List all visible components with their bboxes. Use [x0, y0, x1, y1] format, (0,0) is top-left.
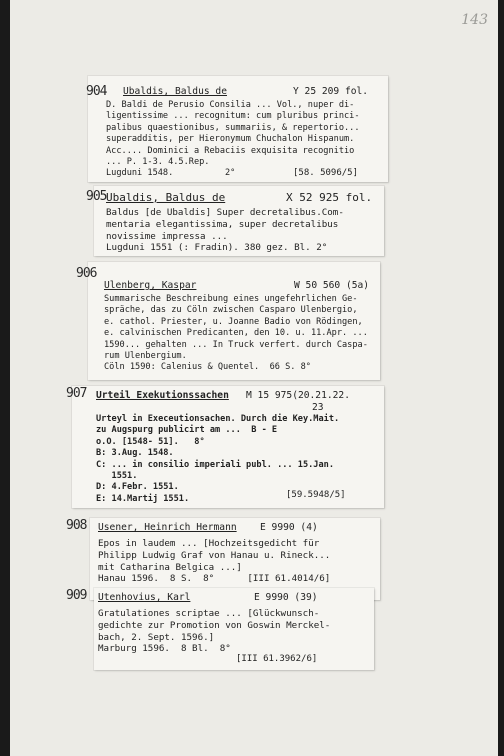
entry-heading: Usener, Heinrich Hermann	[98, 522, 237, 533]
entry-shelfmark: M 15 975(20.21.22.	[246, 390, 350, 401]
page-number: 143	[461, 12, 488, 28]
entry-heading: Urteil Exekutionssachen	[96, 390, 229, 401]
entry-shelfmark: W 50 560 (5a)	[294, 280, 370, 291]
catalog-page	[10, 0, 498, 756]
entry-number: 909	[66, 588, 87, 603]
entry-description: Epos in laudem ... [Hochzeitsgedicht für Philipp Ludwig Graf von Hanau u. Rineck... mit Catharina Belgica ...] Hanau 1596. 8 S. 8° [III 61.4014/6]	[98, 538, 331, 585]
entry-heading: Utenhovius, Karl	[98, 592, 191, 603]
entry-shelfmark-continued: 23	[312, 402, 324, 413]
entry-description: Baldus [de Ubaldis] Super decretalibus.Com- mentaria elegantissima, super decretalibus novissime impressa ... Lugduni 1551 (: Fradin). 380 gez. Bl. 2°	[106, 207, 344, 254]
entry-number: 908	[66, 518, 87, 533]
entry-reference: [III 61.3962/6]	[236, 654, 318, 664]
entry-number: 904	[86, 84, 107, 99]
entry-description: D. Baldi de Perusio Consilia ... Vol., nuper di- ligentissime ... recognitum: cum pluribus princi- palibus quaestionibus, summariis, & repertorio... superadditis, per Hieronymum Chuchalon Hispanum. Acc.... Dominici a Rebaciis exquisita recognitio ... P. 1-3. 4.5.Rep. Lugduni 1548. 2°	[106, 100, 360, 179]
entry-shelfmark: Y 25 209 fol.	[293, 86, 369, 97]
entry-shelfmark: E 9990 (4)	[260, 522, 318, 533]
entry-number: 905	[86, 189, 107, 204]
entry-heading: Ulenberg, Kaspar	[104, 280, 197, 291]
entry-shelfmark: E 9990 (39)	[254, 592, 318, 603]
entry-description: Gratulationes scriptae ... [Glückwunsch- gedichte zur Promotion von Goswin Merckel- bach, 2. Sept. 1596.] Marburg 1596. 8 Bl. 8°	[98, 608, 331, 655]
entry-description: Summarische Beschreibung eines ungefehrlichen Ge- spräche, das zu Cöln zwischen Casparo Ulenbergio, e. cathol. Priester, u. Joanne Badio von Rödingen, e. calvinischen Predicanten, den 10. u. 11.Apr. ... 1590... gehalten ... In Truck verfert. durch Caspa- rum Ulenbergium. Cöln 1590: Calenius & Quentel. 66 S. 8°	[104, 294, 368, 373]
entry-shelfmark: X 52 925 fol.	[286, 191, 373, 204]
entry-reference: [59.5948/5]	[286, 490, 346, 500]
entry-number: 907	[66, 386, 87, 401]
entry-number: 906	[76, 266, 97, 281]
entry-heading: Ubaldis, Baldus de	[123, 86, 227, 97]
entry-description: Urteyl in Execeutionsachen. Durch die Key.Mait. zu Augspurg publicirt am ... B - E o.O. [1548- 51]. 8° B: 3.Aug. 1548. C: ... in consilio imperiali publ. ... 15.Jan. 1551. D: 4.Febr. 1551. E: 14.Martij 1551.	[96, 414, 340, 504]
entry-reference: [58. 5096/5]	[293, 168, 359, 178]
entry-heading: Ubaldis, Baldus de	[106, 191, 226, 204]
